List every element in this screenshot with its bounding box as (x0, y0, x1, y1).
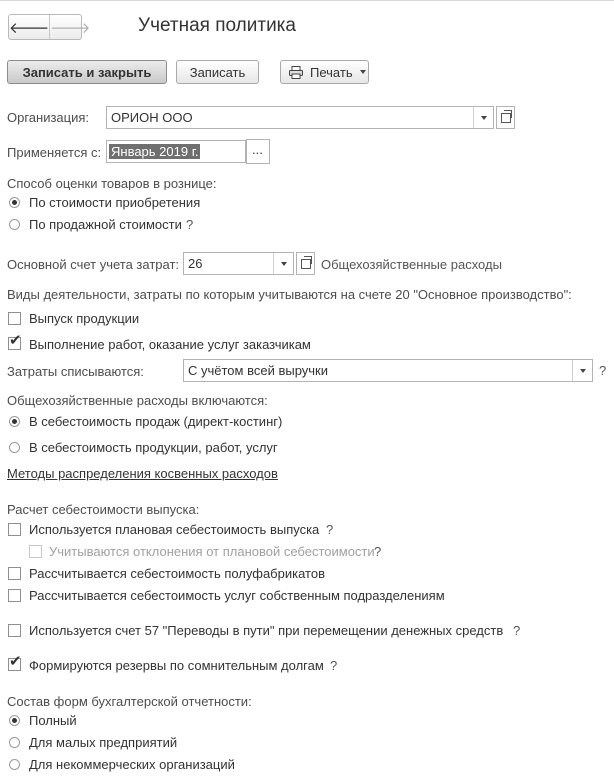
costing-internal-label: Рассчитывается себестоимость услуг собственным подразделениям (29, 588, 445, 603)
chevron-down-icon[interactable] (473, 107, 493, 128)
applies-label: Применяется с: (7, 145, 102, 160)
account57-label: Используется счет 57 "Переводы в пути" при перемещении денежных средств (29, 623, 504, 638)
overhead-radio-direct[interactable] (9, 416, 20, 427)
costing-checkbox-semifinished[interactable] (8, 567, 21, 580)
back-arrow-icon[interactable]: 🡐 (9, 15, 50, 39)
page-title: Учетная политика (138, 15, 296, 36)
costing-checkbox-internal[interactable] (8, 589, 21, 602)
history-nav (8, 14, 91, 40)
overhead-radio-full[interactable] (9, 442, 20, 453)
methods-link[interactable]: Методы распределения косвенных расходов (7, 466, 278, 481)
costing-label: Расчет себестоимости выпуска: (7, 502, 200, 517)
retail-label-mask (0, 164, 614, 176)
activity-services-label: Выполнение работ, оказание услуг заказчикам (29, 337, 311, 352)
forms-option-small: Для малых предприятий (29, 735, 178, 750)
print-button[interactable] (280, 60, 369, 84)
chevron-down-icon[interactable] (273, 253, 293, 274)
reserves-label: Формируются резервы по сомнительным долгам (29, 658, 324, 673)
help-icon[interactable]: ? (330, 658, 338, 673)
applies-select-button[interactable] (246, 139, 270, 164)
open-account-icon[interactable] (296, 252, 315, 275)
help-icon[interactable]: ? (326, 522, 334, 537)
save-button[interactable]: Записать (176, 60, 259, 84)
overhead-label: Общехозяйственные расходы включаются: (7, 393, 268, 408)
chevron-down-icon[interactable] (572, 360, 592, 381)
activity-production-label: Выпуск продукции (29, 311, 140, 326)
cost-account-field[interactable] (183, 252, 294, 275)
ellipsis-icon: ... (252, 142, 263, 157)
help-icon[interactable]: ? (374, 544, 382, 559)
help-icon[interactable]: ? (599, 363, 607, 378)
costing-semifinished-label: Рассчитывается себестоимость полуфабрикатов (29, 566, 325, 581)
cost-account-value: 26 (188, 256, 203, 271)
print-label: Печать (310, 64, 353, 80)
help-icon[interactable]: ? (186, 217, 194, 232)
checkmark-icon: ✔ (9, 332, 22, 349)
forms-label: Состав форм бухгалтерской отчетности: (7, 694, 252, 709)
costing-checkbox-planned[interactable] (8, 523, 21, 536)
activities-label: Виды деятельности, затраты по которым учитываются на счете 20 "Основное производство": (7, 287, 572, 302)
writeoff-value: С учётом всей выручки (188, 363, 329, 378)
activity-checkbox-production[interactable] (8, 312, 21, 325)
open-org-icon[interactable] (496, 106, 515, 129)
forms-radio-full[interactable] (9, 715, 20, 726)
forward-arrow-icon[interactable]: 🡒 (50, 19, 91, 37)
retail-option-sale: По продажной стоимости (29, 217, 182, 232)
overhead-option-full: В себестоимость продукции, работ, услуг (29, 440, 278, 455)
forms-radio-small[interactable] (9, 737, 20, 748)
save-close-button[interactable]: Записать и закрыть (7, 60, 167, 84)
reserves-checkbox[interactable] (8, 653, 22, 671)
retail-radio-purchase[interactable] (9, 197, 20, 208)
costing-deviations-label: Учитываются отклонения от плановой себестоимости (49, 544, 375, 559)
writeoff-field[interactable] (183, 359, 593, 382)
window-top-border (0, 0, 614, 1)
forms-option-full: Полный (29, 713, 77, 728)
retail-radio-sale[interactable] (9, 219, 20, 230)
retail-label: Способ оценки товаров в рознице: (7, 176, 217, 190)
org-field[interactable] (106, 106, 494, 129)
cost-account-description: Общехозяйственные расходы (321, 257, 502, 272)
overhead-option-direct: В себестоимость продаж (директ-костинг) (29, 414, 283, 429)
help-icon[interactable]: ? (513, 623, 521, 638)
retail-option-purchase: По стоимости приобретения (29, 195, 201, 210)
org-value: ОРИОН ООО (111, 110, 193, 125)
org-label: Организация: (7, 110, 90, 125)
checkmark-icon: ✔ (9, 653, 22, 670)
activity-checkbox-services[interactable] (8, 332, 22, 350)
forms-radio-nonprofit[interactable] (9, 759, 20, 770)
writeoff-label: Затраты списываются: (7, 364, 144, 379)
cost-account-label: Основной счет учета затрат: (7, 257, 180, 272)
account57-checkbox[interactable] (8, 624, 21, 637)
costing-checkbox-deviations[interactable] (29, 545, 42, 558)
applies-value: Январь 2019 г. (111, 144, 199, 159)
chevron-down-icon (360, 70, 366, 74)
forms-option-nonprofit: Для некоммерческих организаций (29, 757, 235, 772)
costing-planned-label: Используется плановая себестоимость выпуска (29, 522, 320, 537)
printer-icon (289, 66, 303, 79)
